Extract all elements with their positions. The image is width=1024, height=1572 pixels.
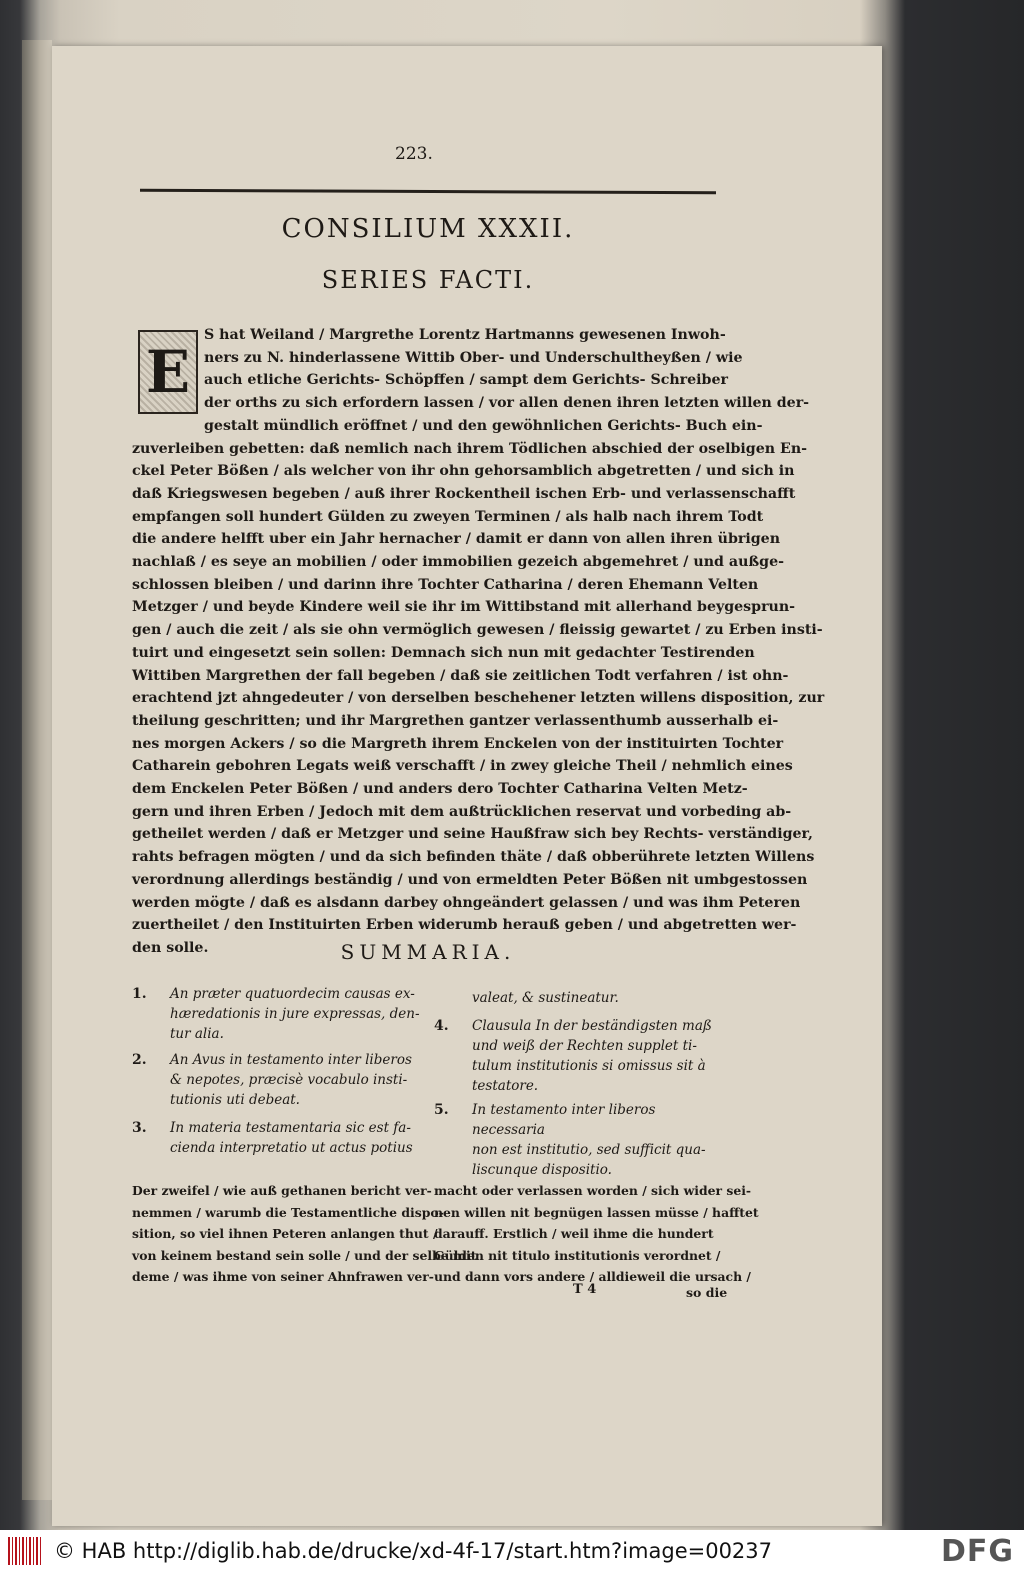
body-line: werden mögte / daß es alsdann darbey ohngeändert gelassen / und was ihm Peteren <box>132 894 801 911</box>
summaria-item <box>434 1016 728 1096</box>
body-line: Metzger / und beyde Kindere weil sie ihr im Wittibstand mit allerhand beygesprun- <box>132 599 796 616</box>
body-line: die andere helfft uber ein Jahr hernacher / damit er dann von allen ihren übrigen <box>132 531 781 548</box>
catchword: so die <box>686 1285 728 1300</box>
summaria-number: 3. <box>132 1120 147 1136</box>
page-title: CONSILIUM XXXII. <box>281 214 575 244</box>
body-line: rahts befragen mögten / und da sich befinden thäte / daß obberührete letzten Willens <box>132 849 815 866</box>
summaria-number: 5. <box>434 1102 449 1118</box>
column-line: Gülden nit titulo institutionis verordnet / <box>434 1247 721 1263</box>
body-line: den solle. <box>132 939 209 956</box>
body-line: zuertheilet / den Instituirten Erben widerumb herauß geben / und abgetretten wer- <box>132 917 797 934</box>
summaria-line: und weiß der Rechten supplet ti- <box>472 1038 697 1054</box>
column-line: darauff. Erstlich / weil ihme die hundert <box>434 1226 714 1241</box>
summaria-heading: SUMMARIA. <box>340 940 516 964</box>
body-line: Catharein gebohren Legats weiß verschafft / in zwey gleiche Theil / nehmlich eines <box>132 758 793 775</box>
column-line: sition, so viel ihnen Peteren anlangen thut / <box>132 1226 438 1241</box>
body-text <box>132 324 825 960</box>
body-line: verordnung allerdings beständig / und von ermeldten Peter Bößen nit umbgestossen <box>132 871 808 888</box>
summaria-line: Clausula In der beständigsten maß <box>472 1018 712 1034</box>
page-subtitle: SERIES FACTI. <box>321 266 535 294</box>
summaria-number: 4. <box>434 1018 449 1034</box>
summaria-line: non est institutio, sed sufficit qua- <box>472 1142 706 1158</box>
body-line: gestalt mündlich eröffnet / und den gewöhnlichen Gerichts- Buch ein- <box>204 417 763 434</box>
column-line: macht oder verlassen worden / sich wider sei- <box>434 1183 752 1198</box>
drop-cap-initial: E <box>138 330 198 414</box>
body-line: theilung geschritten; und ihr Margrethen gantzer verlassenthumb ausserhalb ei- <box>132 712 779 729</box>
body-line: schlossen bleiben / und darinn ihre Tochter Catharina / deren Ehemann Velten <box>132 576 759 593</box>
dfg-logo: DFG <box>940 1533 1014 1569</box>
summaria-line: An præter quatuordecim causas ex- <box>170 986 415 1002</box>
barcode-icon <box>8 1537 42 1565</box>
summaria-item <box>132 1118 422 1158</box>
summaria-line: hæredationis in jure expressas, den- <box>170 1006 420 1022</box>
body-line: nes morgen Ackers / so die Margreth ihrem Enckelen von der instituirten Tochter <box>132 735 784 752</box>
body-line: ners zu N. hinderlassene Wittib Ober- und Underschultheyßen / wie <box>204 349 743 366</box>
body-line: empfangen soll hundert Gülden zu zweyen Terminen / als halb nach ihrem Todt <box>132 508 764 525</box>
summaria-number: 2. <box>132 1052 147 1068</box>
body-line: nachlaß / es seye an mobilien / oder immobilien gezeich abgemehret / und außge- <box>132 554 784 571</box>
body-line: Wittiben Margrethen der fall begeben / daß sie zeitlichen Todt verfahren / ist ohn- <box>132 667 789 684</box>
summaria-line: An Avus in testamento inter liberos <box>170 1052 412 1068</box>
left-page-edge <box>22 40 52 1500</box>
body-column-right <box>434 1180 759 1288</box>
summaria-line: & nepotes, præcisè vocabulo insti- <box>170 1072 408 1088</box>
summaria-line: In materia testamentaria sic est fa- <box>170 1120 411 1136</box>
body-line: gern und ihren Erben / Jedoch mit dem außtrücklichen reservat und vorbeding ab- <box>132 803 792 820</box>
body-line: erachtend jzt ahngedeuter / von derselben beschehener letzten willens disposition, zur <box>132 690 825 707</box>
column-line: von keinem bestand sein solle / und der selbe mit <box>132 1247 477 1263</box>
signature-mark: T 4 <box>573 1282 597 1297</box>
body-column-left <box>132 1180 477 1288</box>
body-line: dem Enckelen Peter Bößen / und anders dero Tochter Catharina Velten Metz- <box>132 781 748 798</box>
summaria-line: tur alia. <box>170 1026 224 1042</box>
summaria-line: testatore. <box>472 1078 539 1094</box>
body-line: der orths zu sich erfordern lassen / vor allen denen ihren letzten willen der- <box>204 395 810 412</box>
summaria-line: tulum institutionis si omissus sit à <box>472 1058 706 1074</box>
column-line: und dann vors andere / alldieweil die ursach / <box>434 1269 751 1284</box>
footer-credit-link[interactable]: © HAB http://diglib.hab.de/drucke/xd-4f-17/start.htm?image=00237 <box>54 1539 773 1563</box>
column-line: Der zweifel / wie auß gethanen bericht ver- <box>132 1183 432 1198</box>
summaria-number: 1. <box>132 986 147 1002</box>
column-line: nen willen nit begnügen lassen müsse / hafftet <box>434 1204 759 1220</box>
summaria-line: liscunque dispositio. <box>472 1162 612 1178</box>
body-line: daß Kriegswesen begeben / auß ihrer Rockentheil ischen Erb- und verlassenschafft <box>132 485 796 502</box>
body-line: tuirt und eingesetzt sein sollen: Demnach sich nun mit gedachter Testirenden <box>132 644 755 661</box>
body-line: zuverleiben gebetten: daß nemlich nach ihrem Tödlichen abschied der oselbigen En- <box>132 440 808 457</box>
body-line: auch etliche Gerichts- Schöpffen / sampt dem Gerichts- Schreiber <box>204 372 728 389</box>
summaria-item <box>132 1050 422 1110</box>
summaria-line: In testamento inter liberos necessaria <box>472 1102 656 1138</box>
summaria-item <box>132 984 422 1044</box>
column-line: nemmen / warumb die Testamentliche dispo- <box>132 1204 444 1220</box>
summaria-line: cienda interpretatio ut actus potius <box>170 1140 413 1156</box>
body-line: S hat Weiland / Margrethe Lorentz Hartmanns gewesenen Inwoh- <box>204 327 726 343</box>
footer-bar <box>0 1530 1024 1572</box>
column-line: deme / was ihme von seiner Ahnfrawen ver- <box>132 1269 434 1284</box>
summaria-line: tutionis uti debeat. <box>170 1092 300 1108</box>
summaria-line: valeat, & sustineatur. <box>472 990 619 1006</box>
body-line: gen / auch die zeit / als sie ohn vermöglich gewesen / fleissig gewartet / zu Erben insti- <box>132 622 823 639</box>
summaria-item <box>434 988 728 1008</box>
body-line: ckel Peter Bößen / als welcher von ihr ohn gehorsamblich abgetretten / und sich in <box>132 463 795 480</box>
page-number: 223. <box>395 144 433 164</box>
summaria-item <box>434 1100 728 1180</box>
body-line: getheilet werden / daß er Metzger und seine Haußfraw sich bey Rechts- verständiger, <box>132 826 813 843</box>
